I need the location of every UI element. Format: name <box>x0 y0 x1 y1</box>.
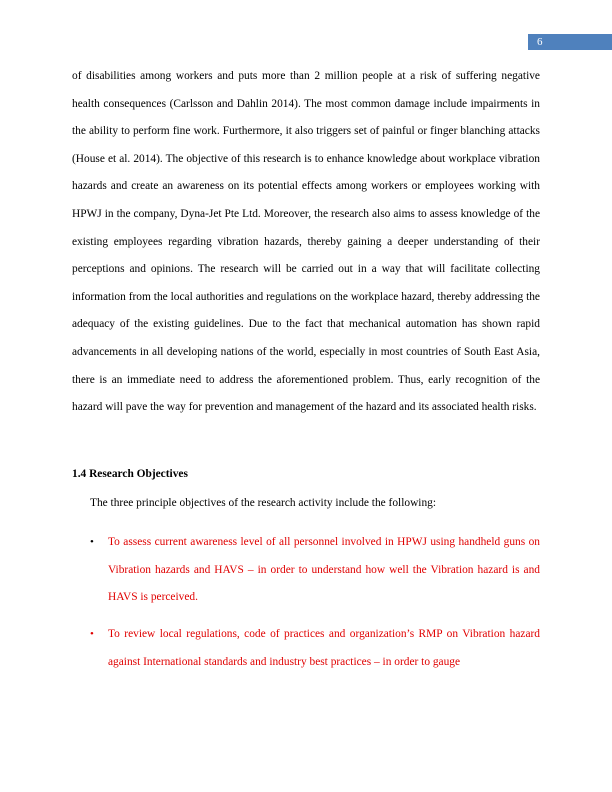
bullet-icon: • <box>90 628 94 640</box>
objective-text: To review local regulations, code of practices and organization’s RMP on Vibration hazard against International standards and industry best practices – in order to gauge <box>108 628 540 668</box>
objective-text: To assess current awareness level of all personnel involved in HPWJ using handheld guns on Vibration hazards and HAVS – in order to understand how well the Vibration hazard is and HAVS is perceived. <box>108 536 540 604</box>
objectives-intro: The three principle objectives of the research activity include the following: <box>90 497 437 509</box>
section-heading: 1.4 Research Objectives <box>72 468 188 480</box>
bullet-icon: • <box>90 536 94 548</box>
body-paragraph: of disabilities among workers and puts more than 2 million people at a risk of suffering negative health consequences (Carlsson and Dahlin 2014). The most common damage include impairments in the ability to perform fine work. Furthermore, it also triggers set of painful or finger blanching attacks (House et al. 2014). The objective of this research is to enhance knowledge about workplace vibration hazards and create an awareness on its potential effects among workers or employees working with HPWJ in the company, Dyna-Jet Pte Ltd. Moreover, the research also aims to assess knowledge of the existing employees regarding vibration hazards, thereby gaining a deeper understanding of their perceptions and opinions. The research will be carried out in a way that will facilitate collecting information from the local authorities and regulations on the workplace hazard, thereby addressing the adequacy of the existing guidelines. Due to the fact that mechanical automation has shown rapid advancements in all developing nations of the world, especially in most countries of South East Asia, there is an immediate need to address the aforementioned problem. Thus, early recognition of the hazard will pave the way for prevention and management of the hazard and its associated health risks. <box>72 70 540 414</box>
page-number-box <box>528 34 612 50</box>
page-number: 6 <box>537 36 543 48</box>
objective-list-item <box>90 621 540 676</box>
objective-list-item <box>90 529 540 612</box>
